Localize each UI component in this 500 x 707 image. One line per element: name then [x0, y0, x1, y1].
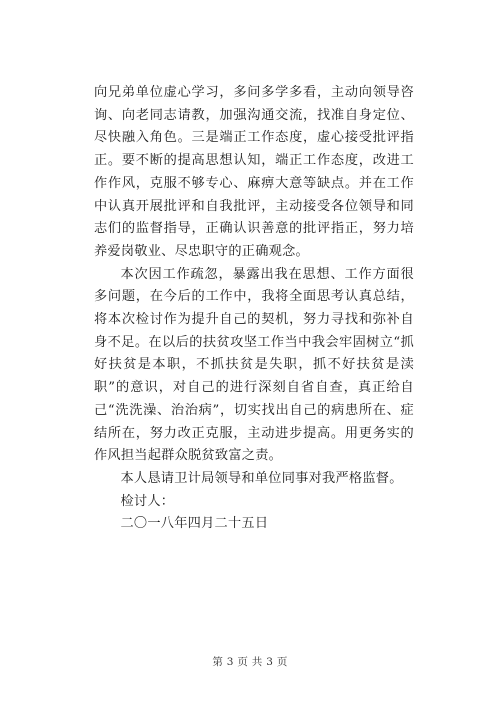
signature-label: 检讨人：: [120, 493, 175, 509]
paragraph-2: 本次因工作疏忽，暴露出我在思想、工作方面很多问题，在今后的工作中，我将全面思考认真总结，将本次检讨作为提升自己的契机，努力寻找和弥补自身不足。在以后的扶贫攻坚工作当中我会牢固树立“抓好扶贫是本职，不抓扶贫是失职，抓不好扶贫是渎职”的意识，对自己的进行深刻自省自查，真正给自己“洗洗澡、治治病”，切实找出自己的病患所在、症结所在，努力改正克服，主动进步提高。用更务实的作风担当起群众脱贫致富之责。: [94, 266, 414, 464]
paragraph-3: 本人恳请卫计局领导和单位同事对我严格监督。: [120, 470, 403, 486]
paragraph-1: 向兄弟单位虚心学习，多问多学多看，主动向领导咨询、向老同志请教，加强沟通交流，找准自身定位、尽快融入角色。三是端正工作态度，虚心接受批评指正。要不断的提高思想认知，端正工作态度，改进工作作风，克服不够专心、麻痹大意等缺点。并在工作中认真开展批评和自我批评，主动接受各位领导和同志们的监督指导，正确认识善意的批评指正，努力培养爱岗敬业、尽忠职守的正确观念。: [94, 85, 414, 259]
document-date: 二〇一八年四月二十五日: [120, 516, 269, 532]
document-body: [94, 82, 414, 536]
page-footer: 第 3 页 共 3 页: [212, 656, 288, 668]
